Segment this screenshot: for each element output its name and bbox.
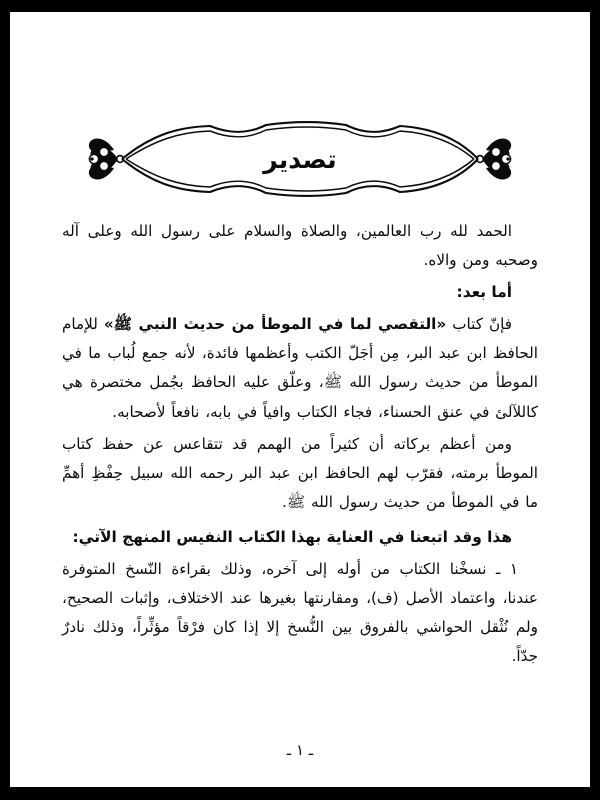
page-title: تصدير	[263, 144, 337, 174]
title-cartouche	[10, 120, 590, 198]
list-item: ١ ـ نسخْنا الكتاب من أوله إلى آخره، وذلك بقراءة النّسخ المتوفرة عندنا، واعتماد الأصل (ف)، ومقارنتها بغيرها عند الاختلاف، وإثبات الصحيح، ولم نُثْقل الحواشي بالفروق بين النُّسخ إلا إذا كان فرْقاً مؤثِّراً، وذلك نادرٌ جدّاً.	[62, 559, 538, 666]
body-text-column	[62, 217, 538, 672]
paragraph-book-description	[62, 310, 538, 427]
heading-amma-baad: أما بعد:	[456, 283, 512, 302]
page-sheet	[10, 12, 590, 787]
page-number: ـ ١ ـ	[286, 741, 314, 759]
paragraph-lead-in: فإنّ كتاب	[446, 314, 512, 333]
paragraph-continuation: للإمام الحافظ ابن عبد البر، مِن أجَلّ الكتب وأعظمها فائدة، لأنه جمع لُباب ما في الموطأ من حديث رسول الله ﷺ، وعلّق عليه الحافظ بجُمل مختصرة هي كاللآلئ في عنق الحسناء، فجاء الكتاب وافياً في بابه، نافعاً لأصحابه.	[62, 314, 538, 421]
paragraph-praise: الحمد لله رب العالمين، والصلاة والسلام على رسول الله وعلى آله وصحبه ومن والاه.	[62, 222, 538, 270]
paragraph-blessings: ومن أعظم بركاته أن كثيراً من الهمم قد تتقاعس عن حفظ كتاب الموطأ برمته، فقرّب لهم الحافظ ابن عبد البر رحمه الله سبيل حِفْظِ أهمِّ ما في الموطأ من حديث رسول الله ﷺ.	[62, 434, 538, 512]
book-title: «التقصي لما في الموطأ من حديث النبي ﷺ»	[103, 314, 447, 333]
heading-methodology: هذا وقد اتبعنا في العناية بهذا الكتاب النفيس المنهج الآتي:	[72, 528, 512, 547]
